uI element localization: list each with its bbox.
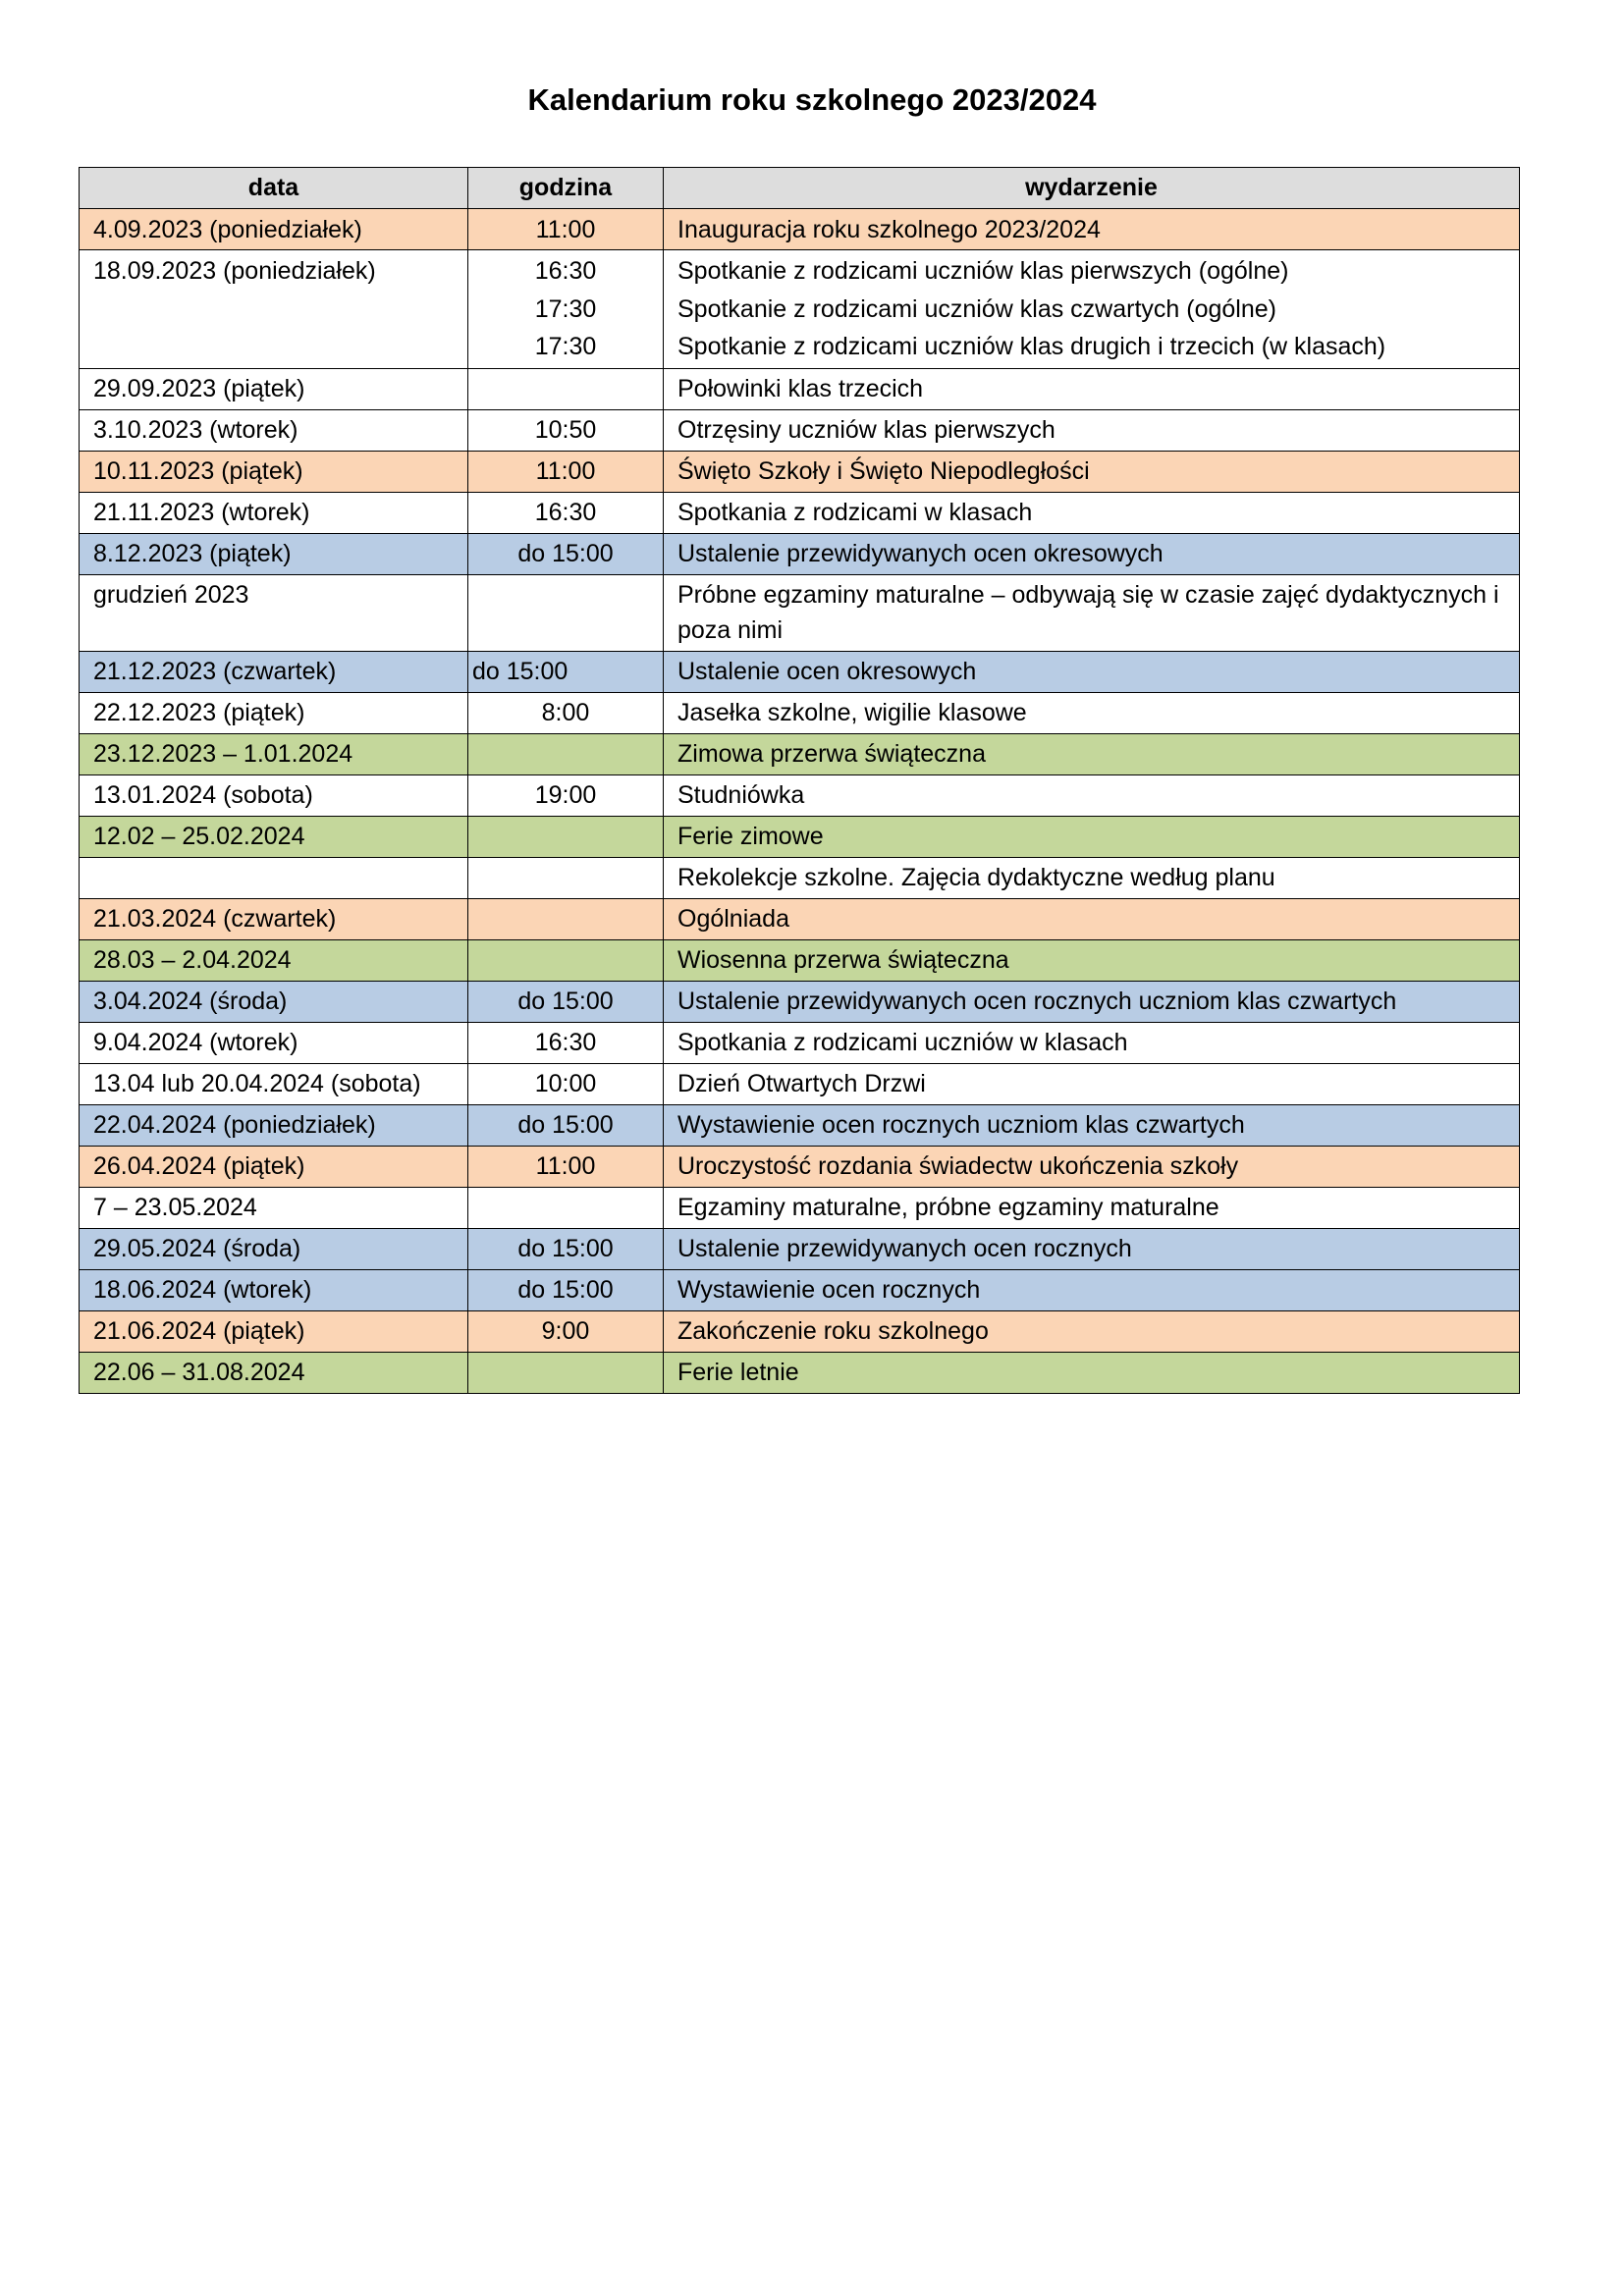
event-cell: Ustalenie ocen okresowych — [664, 651, 1520, 692]
header-event: wydarzenie — [664, 168, 1520, 209]
event-cell: Studniówka — [664, 774, 1520, 816]
date-cell: 21.06.2024 (piątek) — [80, 1310, 468, 1352]
table-row — [80, 816, 1520, 857]
event-cell: Wystawienie ocen rocznych uczniom klas czwartych — [664, 1104, 1520, 1146]
date-cell: 21.11.2023 (wtorek) — [80, 492, 468, 533]
table-row — [80, 574, 1520, 651]
time-cell — [468, 898, 664, 939]
time-cell — [468, 250, 664, 369]
date-cell: 9.04.2024 (wtorek) — [80, 1022, 468, 1063]
event-cell: Zakończenie roku szkolnego — [664, 1310, 1520, 1352]
time-cell: 8:00 — [468, 692, 664, 733]
table-row — [80, 981, 1520, 1022]
table-row — [80, 1310, 1520, 1352]
date-cell: 13.01.2024 (sobota) — [80, 774, 468, 816]
time-cell — [468, 857, 664, 898]
time-line: 17:30 — [534, 294, 597, 323]
date-cell: 23.12.2023 – 1.01.2024 — [80, 733, 468, 774]
table-row — [80, 451, 1520, 492]
time-cell: 11:00 — [468, 1146, 664, 1187]
time-cell: do 15:00 — [468, 1104, 664, 1146]
table-row — [80, 1228, 1520, 1269]
date-cell: 3.04.2024 (środa) — [80, 981, 468, 1022]
time-line: 17:30 — [534, 333, 597, 360]
table-row — [80, 857, 1520, 898]
event-line: Spotkanie z rodzicami uczniów klas czwartych (ogólne) — [677, 294, 1276, 323]
header-time: godzina — [468, 168, 664, 209]
date-cell: 18.09.2023 (poniedziałek) — [80, 250, 468, 369]
event-cell: Inauguracja roku szkolnego 2023/2024 — [664, 209, 1520, 250]
event-cell: Ustalenie przewidywanych ocen rocznych — [664, 1228, 1520, 1269]
time-cell — [468, 368, 664, 409]
table-row — [80, 1063, 1520, 1104]
time-cell: 9:00 — [468, 1310, 664, 1352]
event-cell: Ustalenie przewidywanych ocen okresowych — [664, 533, 1520, 574]
date-cell: 7 – 23.05.2024 — [80, 1187, 468, 1228]
calendar-table — [79, 167, 1520, 1394]
date-cell: grudzień 2023 — [80, 574, 468, 651]
event-cell: Ogólniada — [664, 898, 1520, 939]
date-cell: 3.10.2023 (wtorek) — [80, 409, 468, 451]
event-line: Spotkanie z rodzicami uczniów klas drugich i trzecich (w klasach) — [677, 333, 1386, 360]
date-cell: 13.04 lub 20.04.2024 (sobota) — [80, 1063, 468, 1104]
event-cell: Dzień Otwartych Drzwi — [664, 1063, 1520, 1104]
event-cell: Wiosenna przerwa świąteczna — [664, 939, 1520, 981]
table-row — [80, 692, 1520, 733]
table-row — [80, 409, 1520, 451]
time-cell: 19:00 — [468, 774, 664, 816]
page-title: Kalendarium roku szkolnego 2023/2024 — [527, 82, 1097, 117]
table-row — [80, 368, 1520, 409]
table-header-row — [80, 168, 1520, 209]
event-cell: Połowinki klas trzecich — [664, 368, 1520, 409]
event-line: Spotkanie z rodzicami uczniów klas pierwszych (ogólne) — [677, 257, 1289, 285]
date-cell: 8.12.2023 (piątek) — [80, 533, 468, 574]
event-cell: Ustalenie przewidywanych ocen rocznych uczniom klas czwartych — [664, 981, 1520, 1022]
time-cell: 10:50 — [468, 409, 664, 451]
table-row — [80, 733, 1520, 774]
time-cell: 16:30 — [468, 1022, 664, 1063]
event-cell: Ferie letnie — [664, 1352, 1520, 1393]
event-cell: Uroczystość rozdania świadectw ukończenia szkoły — [664, 1146, 1520, 1187]
table-row — [80, 939, 1520, 981]
table-row — [80, 1104, 1520, 1146]
date-cell: 26.04.2024 (piątek) — [80, 1146, 468, 1187]
date-cell: 22.04.2024 (poniedziałek) — [80, 1104, 468, 1146]
date-cell: 29.09.2023 (piątek) — [80, 368, 468, 409]
time-cell: 11:00 — [468, 209, 664, 250]
date-cell — [80, 857, 468, 898]
event-cell: Wystawienie ocen rocznych — [664, 1269, 1520, 1310]
event-cell: Święto Szkoły i Święto Niepodległości — [664, 451, 1520, 492]
event-cell: Egzaminy maturalne, próbne egzaminy maturalne — [664, 1187, 1520, 1228]
date-cell: 29.05.2024 (środa) — [80, 1228, 468, 1269]
time-cell: do 15:00 — [468, 533, 664, 574]
time-cell — [468, 1352, 664, 1393]
date-cell: 12.02 – 25.02.2024 — [80, 816, 468, 857]
time-cell: 10:00 — [468, 1063, 664, 1104]
date-cell: 28.03 – 2.04.2024 — [80, 939, 468, 981]
date-cell: 22.06 – 31.08.2024 — [80, 1352, 468, 1393]
date-cell: 21.12.2023 (czwartek) — [80, 651, 468, 692]
table-row — [80, 898, 1520, 939]
event-cell — [664, 250, 1520, 369]
table-row — [80, 774, 1520, 816]
date-cell: 21.03.2024 (czwartek) — [80, 898, 468, 939]
time-cell: do 15:00 — [468, 1269, 664, 1310]
event-cell: Spotkania z rodzicami uczniów w klasach — [664, 1022, 1520, 1063]
time-cell: 11:00 — [468, 451, 664, 492]
time-cell — [468, 816, 664, 857]
table-row — [80, 209, 1520, 250]
table-row — [80, 250, 1520, 369]
event-cell: Rekolekcje szkolne. Zajęcia dydaktyczne według planu — [664, 857, 1520, 898]
event-cell: Otrzęsiny uczniów klas pierwszych — [664, 409, 1520, 451]
table-row — [80, 492, 1520, 533]
table-row — [80, 1022, 1520, 1063]
table-row — [80, 1352, 1520, 1393]
date-cell: 10.11.2023 (piątek) — [80, 451, 468, 492]
time-cell — [468, 574, 664, 651]
table-row — [80, 533, 1520, 574]
table-row — [80, 651, 1520, 692]
time-cell — [468, 1187, 664, 1228]
table-row — [80, 1269, 1520, 1310]
time-cell: do 15:00 — [468, 981, 664, 1022]
event-cell: Spotkania z rodzicami w klasach — [664, 492, 1520, 533]
event-cell: Próbne egzaminy maturalne – odbywają się w czasie zajęć dydaktycznych i poza nimi — [664, 574, 1520, 651]
time-cell — [468, 939, 664, 981]
date-cell: 18.06.2024 (wtorek) — [80, 1269, 468, 1310]
time-cell — [468, 733, 664, 774]
time-line: 16:30 — [534, 257, 597, 285]
event-cell: Zimowa przerwa świąteczna — [664, 733, 1520, 774]
time-cell: 16:30 — [468, 492, 664, 533]
event-cell: Ferie zimowe — [664, 816, 1520, 857]
time-cell: do 15:00 — [468, 1228, 664, 1269]
header-date: data — [80, 168, 468, 209]
date-cell: 22.12.2023 (piątek) — [80, 692, 468, 733]
date-cell: 4.09.2023 (poniedziałek) — [80, 209, 468, 250]
table-row — [80, 1187, 1520, 1228]
table-row — [80, 1146, 1520, 1187]
time-cell: do 15:00 — [468, 651, 664, 692]
event-cell: Jasełka szkolne, wigilie klasowe — [664, 692, 1520, 733]
